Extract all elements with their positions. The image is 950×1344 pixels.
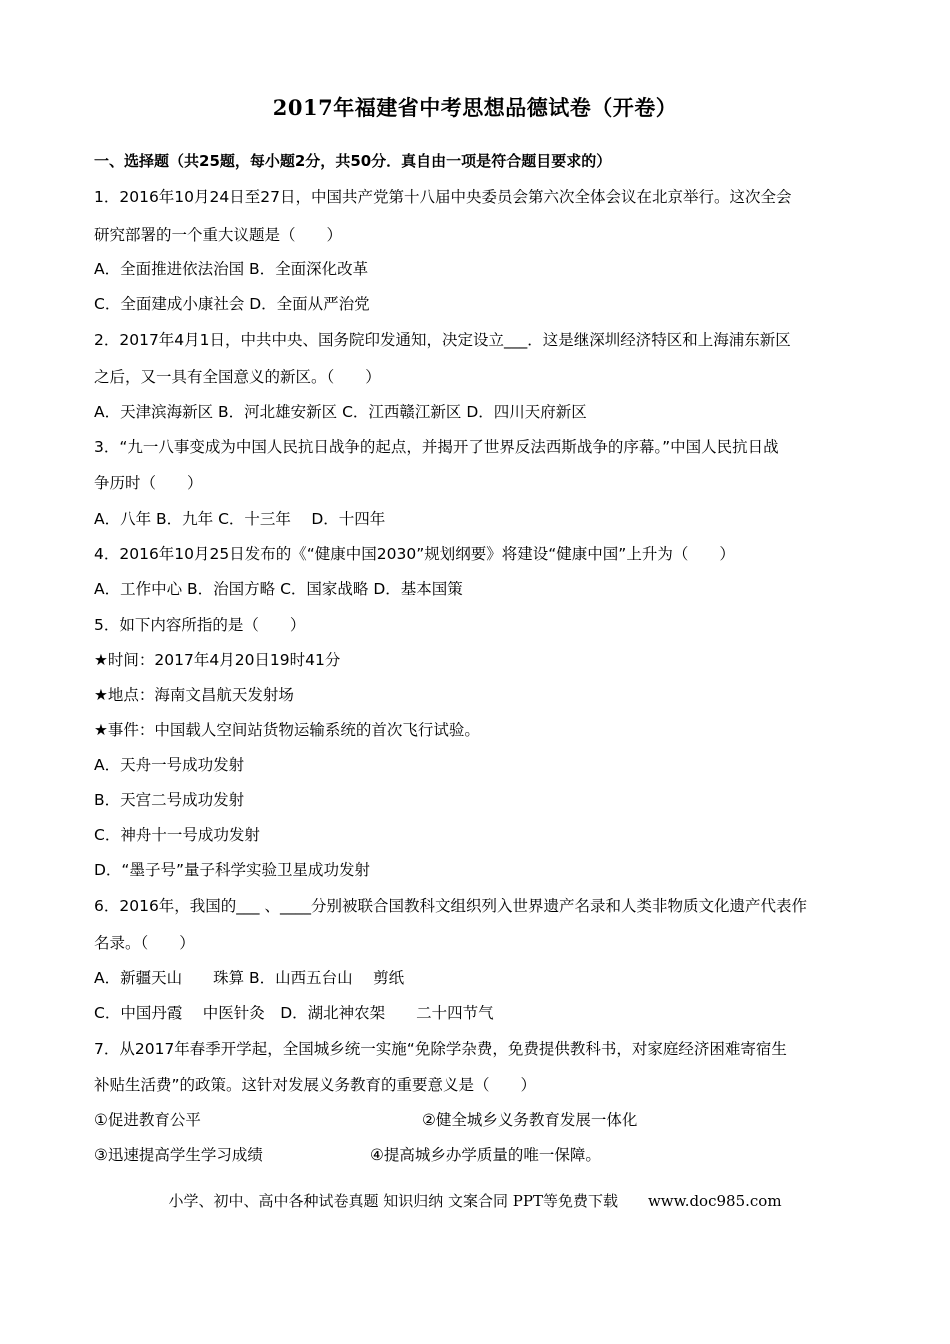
statement-option: ②健全城乡义务教育发展一体化	[422, 1111, 638, 1129]
info-line: ★时间：2017年4月20日19时41分	[94, 651, 341, 669]
answer-option-line: C．全面建成小康社会 D．全面从严治党	[94, 295, 370, 313]
answer-option-line: A．全面推进依法治国 B．全面深化改革	[94, 260, 369, 278]
info-line: ★事件：中国载人空间站货物运输系统的首次飞行试验。	[94, 721, 480, 739]
question-line: 6．2016年，我国的___ 、____分别被联合国教科文组织列入世界遗产名录和人类非物质文化遗产代表作	[94, 897, 807, 915]
question-line: 争历时（ ）	[94, 474, 203, 492]
info-line: ★地点：海南文昌航天发射场	[94, 686, 294, 704]
page-footer: 小学、初中、高中各种试卷真题 知识归纳 文案合同 PPT等免费下载 www.doc985.com	[168, 1192, 782, 1210]
statement-option: ①促进教育公平	[94, 1111, 201, 1129]
question-line: 研究部署的一个重大议题是（ ）	[94, 226, 343, 244]
question-line: 之后，又一具有全国意义的新区。（ ）	[94, 368, 381, 386]
question-line: 4．2016年10月25日发布的《“健康中国2030”规划纲要》将建设“健康中国”上升为（ ）	[94, 545, 735, 563]
question-line: 1．2016年10月24日至27日，中国共产党第十八届中央委员会第六次全体会议在北京举行。这次全会	[94, 188, 792, 206]
statement-option: ④提高城乡办学质量的唯一保障。	[370, 1146, 601, 1164]
answer-option-line: A．天津滨海新区 B．河北雄安新区 C．江西赣江新区 D．四川天府新区	[94, 403, 587, 421]
answer-option-line: C．中国丹霞 中医针灸 D．湖北神农架 二十四节气	[94, 1004, 494, 1022]
question-line: 5．如下内容所指的是（ ）	[94, 616, 306, 634]
answer-option-line: C．神舟十一号成功发射	[94, 826, 260, 844]
question-line: 名录。（ ）	[94, 934, 195, 952]
statement-option: ③迅速提高学生学习成绩	[94, 1146, 263, 1164]
answer-option-line: B．天宫二号成功发射	[94, 791, 245, 809]
answer-option-line: A．天舟一号成功发射	[94, 756, 245, 774]
question-line: 3．“九一八事变成为中国人民抗日战争的起点，并揭开了世界反法西斯战争的序幕。”中国人民抗日战	[94, 438, 779, 456]
question-line: 7．从2017年春季开学起，全国城乡统一实施“免除学杂费，免费提供教科书，对家庭经济困难寄宿生	[94, 1040, 787, 1058]
section-heading: 一、选择题（共25题，每小题2分，共50分．真自由一项是符合题目要求的）	[94, 152, 612, 170]
answer-option-line: A．新疆天山 珠算 B．山西五台山 剪纸	[94, 969, 405, 987]
page-title: 2017年福建省中考思想品德试卷（开卷）	[272, 95, 678, 120]
question-line: 2．2017年4月1日，中共中央、国务院印发通知，决定设立___．这是继深圳经济特区和上海浦东新区	[94, 331, 791, 349]
answer-option-line: A．工作中心 B．治国方略 C．国家战略 D．基本国策	[94, 580, 463, 598]
question-line: 补贴生活费”的政策。这针对发展义务教育的重要意义是（ ）	[94, 1076, 537, 1094]
answer-option-line: D．“墨子号”量子科学实验卫星成功发射	[94, 861, 370, 879]
answer-option-line: A．八年 B．九年 C．十三年 D．十四年	[94, 510, 386, 528]
